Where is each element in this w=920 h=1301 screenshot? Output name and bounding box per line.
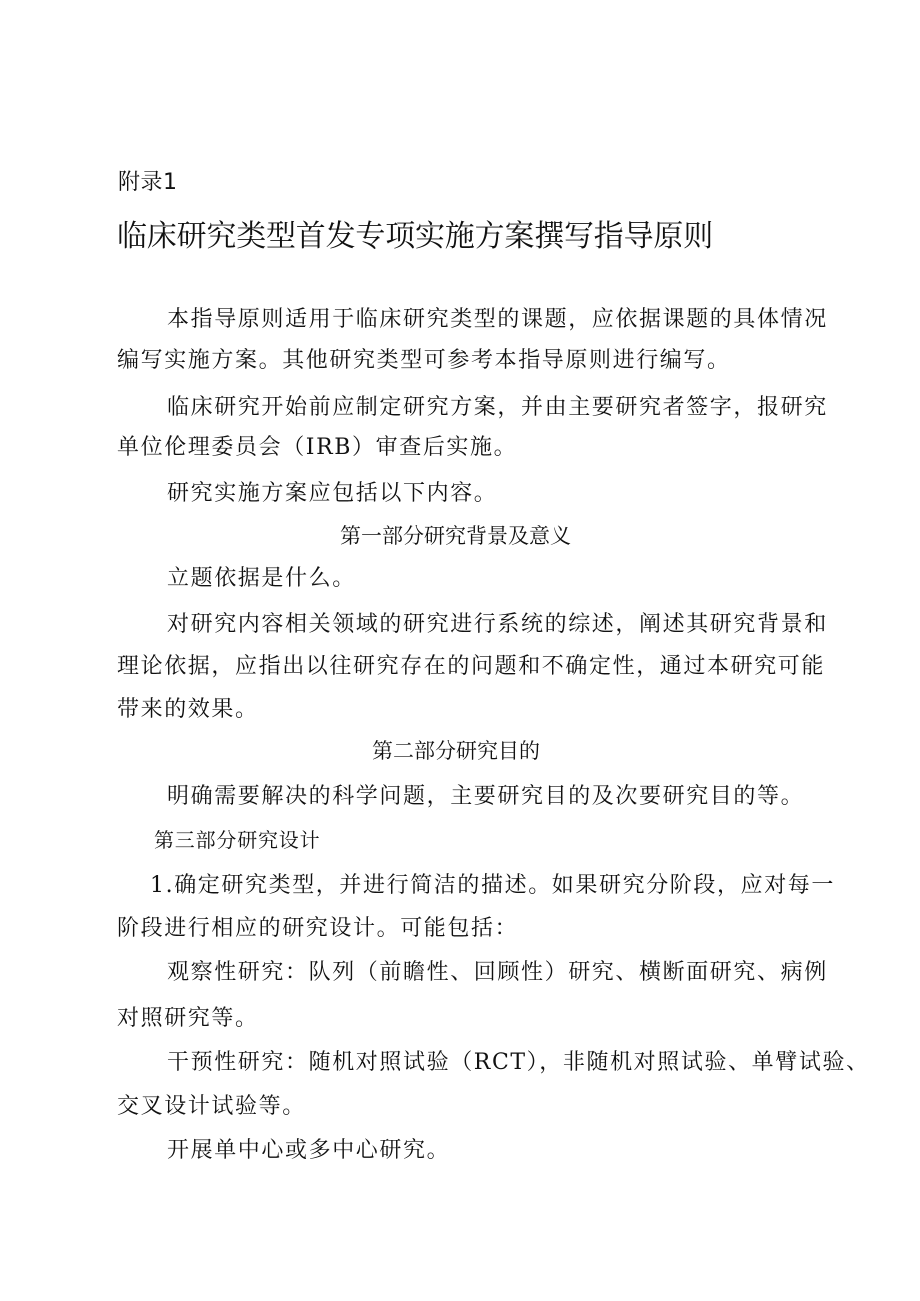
part1-paragraph-2-line-1: 对研究内容相关领域的研究进行系统的综述，阐述其研究背景和 — [167, 612, 828, 637]
center-type-line-1: 开展单中心或多中心研究。 — [167, 1138, 451, 1163]
intro-paragraph-2-line-2: 单位伦理委员会（IRB）审查后实施。 — [117, 435, 518, 460]
document-title: 临床研究类型首发专项实施方案撰写指导原则 — [117, 219, 713, 254]
observational-study-line-1: 观察性研究：队列（前瞻性、回顾性）研究、横断面研究、病例 — [167, 960, 828, 985]
part2-paragraph-1-line-1: 明确需要解决的科学问题，主要研究目的及次要研究目的等。 — [167, 784, 805, 809]
part1-paragraph-2-line-3: 带来的效果。 — [117, 697, 259, 722]
part2-heading: 第二部分研究目的 — [372, 739, 540, 763]
part3-item-1-line-1: 1.确定研究类型，并进行简洁的描述。如果研究分阶段，应对每一 — [150, 873, 835, 898]
part3-item-1-line-2: 阶段进行相应的研究设计。可能包括： — [117, 916, 519, 941]
intro-paragraph-3-line-1: 研究实施方案应包括以下内容。 — [167, 481, 498, 506]
part1-paragraph-2-line-2: 理论依据，应指出以往研究存在的问题和不确定性，通过本研究可能 — [117, 654, 826, 679]
intro-paragraph-1-line-2: 编写实施方案。其他研究类型可参考本指导原则进行编写。 — [117, 348, 731, 373]
part1-paragraph-1-line-1: 立题依据是什么。 — [167, 566, 356, 591]
observational-study-line-2: 对照研究等。 — [117, 1006, 259, 1031]
interventional-study-line-2: 交叉设计试验等。 — [117, 1094, 306, 1119]
interventional-study-line-1: 干预性研究：随机对照试验（RCT），非随机对照试验、单臂试验、 — [167, 1050, 870, 1075]
appendix-label: 附录1 — [118, 170, 178, 195]
part1-heading: 第一部分研究背景及意义 — [340, 524, 571, 548]
part3-heading: 第三部分研究设计 — [154, 828, 321, 852]
intro-paragraph-2-line-1: 临床研究开始前应制定研究方案，并由主要研究者签字，报研究 — [167, 395, 828, 420]
intro-paragraph-1-line-1: 本指导原则适用于临床研究类型的课题，应依据课题的具体情况 — [167, 307, 828, 332]
